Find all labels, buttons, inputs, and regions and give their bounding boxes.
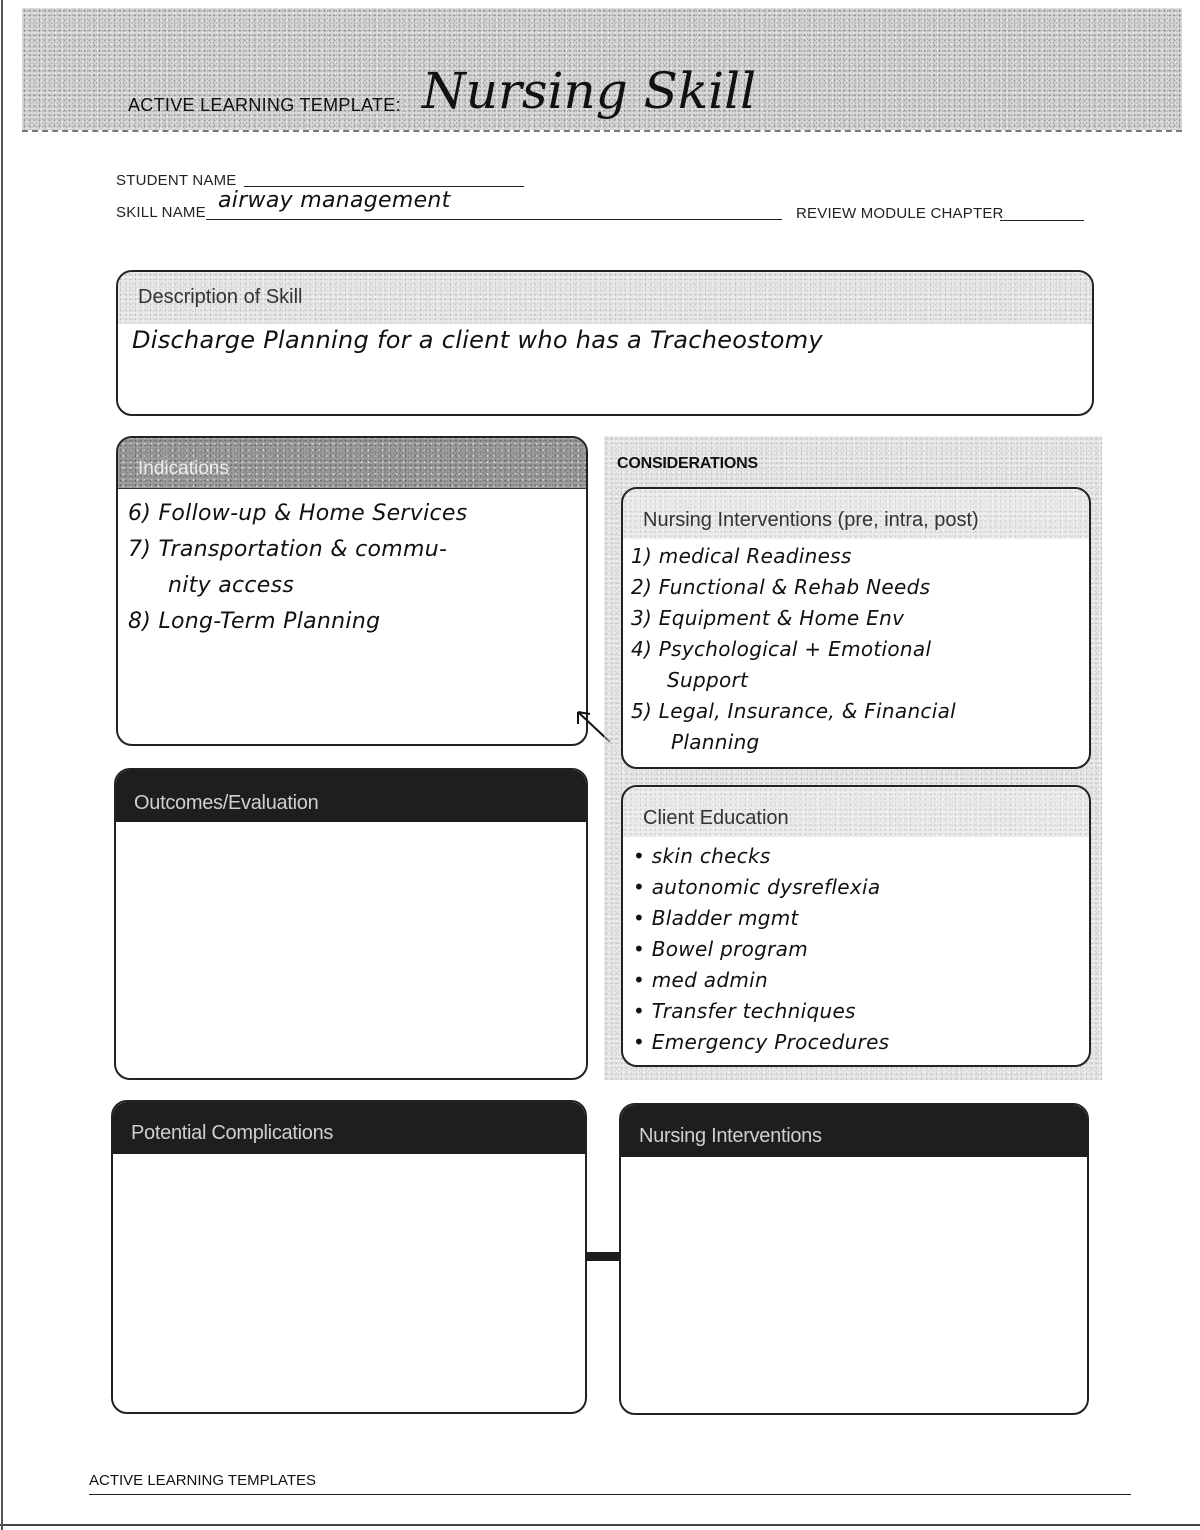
description-box <box>116 270 1094 416</box>
ce-item-3: • Bladder mgmt <box>633 906 799 930</box>
ce-item-5: • med admin <box>633 968 768 992</box>
page-edge-left <box>1 0 3 1530</box>
header-rule <box>22 130 1182 132</box>
ce-item-7: • Emergency Procedures <box>633 1030 890 1054</box>
template-prefix: ACTIVE LEARNING TEMPLATE: <box>128 95 401 115</box>
ce-item-2: • autonomic dysreflexia <box>633 875 881 899</box>
ni-item-5: 5) Legal, Insurance, & Financial <box>631 699 956 723</box>
ce-item-4: • Bowel program <box>633 937 808 961</box>
ce-item-6: • Transfer techniques <box>633 999 856 1023</box>
complications-title: Potential Complications <box>113 1102 585 1154</box>
ni-item-3: 3) Equipment & Home Env <box>631 606 905 630</box>
ni-item-5-cont: Planning <box>671 730 760 754</box>
template-title: Nursing Skill <box>422 62 757 120</box>
description-title: Description of Skill <box>138 286 303 308</box>
page-edge-bottom <box>0 1524 1200 1526</box>
indications-header <box>118 438 586 489</box>
indication-item-7-cont: nity access <box>168 573 295 598</box>
client-education-title: Client Education <box>643 807 789 829</box>
nursing-interventions-list <box>631 541 956 758</box>
connector-bar <box>586 1252 621 1261</box>
nursing-interventions-box <box>621 487 1091 769</box>
ni-item-1: 1) medical Readiness <box>631 544 852 568</box>
ni-item-2: 2) Functional & Rehab Needs <box>631 575 931 599</box>
client-education-box <box>621 785 1091 1067</box>
review-module-line[interactable] <box>1000 204 1084 221</box>
skill-name-line[interactable] <box>206 190 782 220</box>
complications-box <box>111 1100 587 1414</box>
footer-text: ACTIVE LEARNING TEMPLATES <box>89 1472 316 1489</box>
indications-box <box>116 436 588 746</box>
ni-item-4-cont: Support <box>667 668 749 692</box>
student-name-line[interactable] <box>244 168 524 187</box>
skill-name-label: SKILL NAME <box>116 204 206 221</box>
review-module-label: REVIEW MODULE CHAPTER <box>796 205 1004 222</box>
outcomes-box <box>114 768 588 1080</box>
skill-name-value: airway management <box>218 188 451 213</box>
student-name-label: STUDENT NAME <box>116 172 237 189</box>
ni-item-4: 4) Psychological + Emotional <box>631 637 932 661</box>
nursing-interventions-title: Nursing Interventions (pre, intra, post) <box>643 509 979 531</box>
client-education-list <box>633 841 889 1058</box>
indication-item-6: 6) Follow-up & Home Services <box>128 501 468 526</box>
indication-item-8: 8) Long-Term Planning <box>128 609 381 634</box>
description-text: Discharge Planning for a client who has a Tracheostomy <box>132 326 823 354</box>
nursing-interventions-bottom-title: Nursing Interventions <box>621 1105 1087 1157</box>
indications-list <box>128 496 468 640</box>
footer-rule <box>89 1494 1131 1495</box>
ce-item-1: • skin checks <box>633 844 771 868</box>
considerations-title: CONSIDERATIONS <box>617 455 758 472</box>
outcomes-title: Outcomes/Evaluation <box>116 770 586 822</box>
nursing-interventions-bottom-box <box>619 1103 1089 1415</box>
indication-item-7: 7) Transportation & commu- <box>128 537 448 562</box>
indications-title: Indications <box>138 458 229 479</box>
